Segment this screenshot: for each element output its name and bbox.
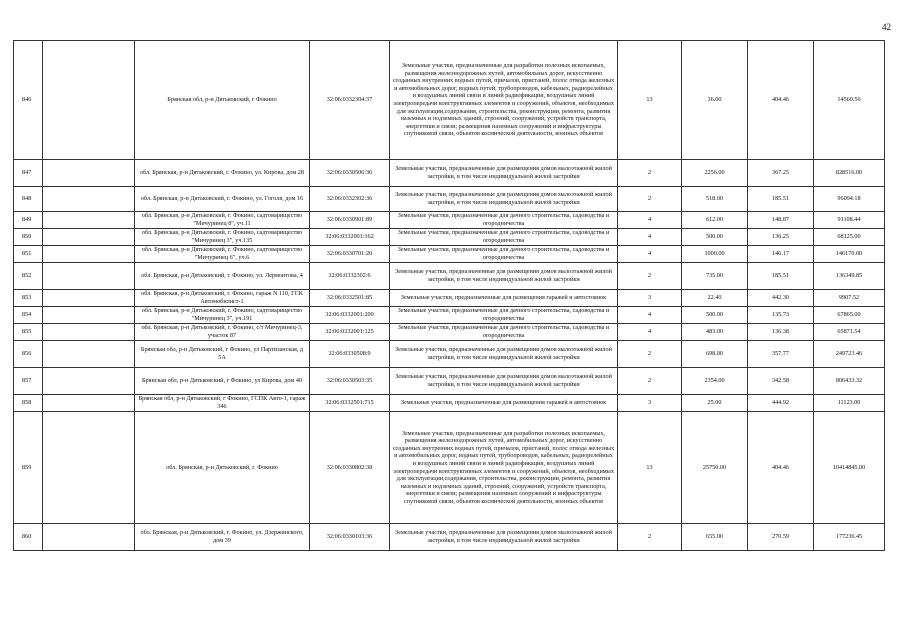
- table-row: [14, 229, 885, 246]
- group-cell: 2: [618, 524, 682, 551]
- address-cell: обл. Брянская, р-н Дятьковский, г. Фокино, ул. Лермонтова, 4: [135, 263, 310, 290]
- blank-cell: [43, 324, 135, 341]
- land-use-cell: Земельные участки, предназначенные для размещения домов малоэтажной жилой застройки, в том числе индивидуальной жилой застройки: [390, 368, 618, 395]
- group-cell: 2: [618, 187, 682, 212]
- area-cell: 500.00: [682, 307, 748, 324]
- area-cell: 500.00: [682, 229, 748, 246]
- cadastral-cost-cell: 96094.18: [814, 187, 885, 212]
- address-cell: обл. Брянская, р-н Дятьковский, г. Фокино, садтоварищество "Мичуринец 3", уч.135: [135, 229, 310, 246]
- table-row: [14, 324, 885, 341]
- table-row: [14, 263, 885, 290]
- specific-value-cell: 185.51: [748, 263, 814, 290]
- address-cell: обл. Брянская, р-н Дятьковский, г. Фокино, садтоварищество "Мичуринец 3", уч.191: [135, 307, 310, 324]
- table-row: [14, 307, 885, 324]
- table-row: [14, 368, 885, 395]
- cadastral-cost-cell: 249723.46: [814, 341, 885, 368]
- cadastral-number-cell: 32:06:0330506:36: [310, 160, 390, 187]
- page-number: 42: [882, 22, 891, 32]
- group-cell: 2: [618, 341, 682, 368]
- cadastral-cost-cell: 14560.56: [814, 41, 885, 160]
- specific-value-cell: 136.38: [748, 324, 814, 341]
- specific-value-cell: 404.46: [748, 41, 814, 160]
- land-use-cell: Земельные участки, предназначенные для размещения домов малоэтажной жилой застройки, в том числе индивидуальной жилой застройки: [390, 187, 618, 212]
- table-row: [14, 160, 885, 187]
- row-number: 856: [14, 341, 43, 368]
- specific-value-cell: 357.77: [748, 341, 814, 368]
- row-number: 847: [14, 160, 43, 187]
- area-cell: 518.00: [682, 187, 748, 212]
- land-use-cell: Земельные участки, предназначенные для размещения гаражей и автостоянок: [390, 395, 618, 412]
- row-number: 852: [14, 263, 43, 290]
- row-number: 854: [14, 307, 43, 324]
- group-cell: 4: [618, 212, 682, 229]
- row-number: 857: [14, 368, 43, 395]
- table-body: [14, 41, 885, 551]
- row-number: 850: [14, 229, 43, 246]
- blank-cell: [43, 187, 135, 212]
- land-use-cell: Земельные участки, предназначенные для размещения домов малоэтажной жилой застройки, в том числе индивидуальной жилой застройки: [390, 341, 618, 368]
- cadastral-table: [13, 40, 885, 551]
- specific-value-cell: 148.87: [748, 212, 814, 229]
- table-row: [14, 187, 885, 212]
- row-number: 855: [14, 324, 43, 341]
- specific-value-cell: 342.58: [748, 368, 814, 395]
- group-cell: 4: [618, 229, 682, 246]
- area-cell: 36.00: [682, 41, 748, 160]
- group-cell: 2: [618, 368, 682, 395]
- table-row: [14, 395, 885, 412]
- group-cell: 3: [618, 395, 682, 412]
- row-number: 849: [14, 212, 43, 229]
- blank-cell: [43, 246, 135, 263]
- specific-value-cell: 146.17: [748, 246, 814, 263]
- address-cell: Брянская обл, р-н Дятьковский, г Фокино: [135, 41, 310, 160]
- table-row: [14, 212, 885, 229]
- area-cell: 25750.00: [682, 412, 748, 524]
- blank-cell: [43, 212, 135, 229]
- cadastral-number-cell: 32:06:0332001:200: [310, 307, 390, 324]
- area-cell: 483.00: [682, 324, 748, 341]
- cadastral-cost-cell: 177236.45: [814, 524, 885, 551]
- cadastral-number-cell: 32:06:0332001:162: [310, 229, 390, 246]
- area-cell: 1000.00: [682, 246, 748, 263]
- cadastral-cost-cell: 10414845.00: [814, 412, 885, 524]
- address-cell: обл. Брянская, р-н Дятьковский, г. Фокино, садтоварищество "Мичуринец 8", уч.11: [135, 212, 310, 229]
- blank-cell: [43, 290, 135, 307]
- blank-cell: [43, 368, 135, 395]
- address-cell: обл. Брянская, р-н Дятьковский, г. Фокино, с/т Мичуринец-3, участок 87: [135, 324, 310, 341]
- row-number: 846: [14, 41, 43, 160]
- area-cell: 2354.00: [682, 368, 748, 395]
- specific-value-cell: 367.25: [748, 160, 814, 187]
- group-cell: 4: [618, 246, 682, 263]
- land-use-cell: Земельные участки, предназначенные для дачного строительства, садоводства и огородничества: [390, 324, 618, 341]
- area-cell: 612.00: [682, 212, 748, 229]
- row-number: 848: [14, 187, 43, 212]
- table-row: [14, 341, 885, 368]
- cadastral-number-cell: 32:06:0330103:36: [310, 524, 390, 551]
- row-number: 853: [14, 290, 43, 307]
- cadastral-cost-cell: 136349.85: [814, 263, 885, 290]
- table-row: [14, 246, 885, 263]
- cadastral-number-cell: 32:06:0330802:38: [310, 412, 390, 524]
- land-use-cell: Земельные участки, предназначенные для размещения гаражей и автостоянок: [390, 290, 618, 307]
- group-cell: 4: [618, 307, 682, 324]
- cadastral-cost-cell: 65871.54: [814, 324, 885, 341]
- row-number: 859: [14, 412, 43, 524]
- row-number: 858: [14, 395, 43, 412]
- cadastral-number-cell: 32:06:0332501:85: [310, 290, 390, 307]
- land-use-cell: Земельные участки, предназначенные для размещения домов малоэтажной жилой застройки, в том числе индивидуальной жилой застройки: [390, 263, 618, 290]
- area-cell: 698.00: [682, 341, 748, 368]
- address-cell: обл. Брянская, р-н Дятьковский, г. Фокино: [135, 412, 310, 524]
- blank-cell: [43, 307, 135, 324]
- land-use-cell: Земельные участки, предназначенные для размещения домов малоэтажной жилой застройки, в том числе индивидуальной жилой застройки: [390, 160, 618, 187]
- cadastral-number-cell: 32:06:0332001:125: [310, 324, 390, 341]
- address-cell: Брянская обл, р-н Дятьковский, г Фокино, ул Кирова, дом 40: [135, 368, 310, 395]
- group-cell: 2: [618, 160, 682, 187]
- blank-cell: [43, 412, 135, 524]
- area-cell: 655.00: [682, 524, 748, 551]
- address-cell: Брянская обл, р-н Дятьковский, г Фокино, ул Партизанская, д 5А: [135, 341, 310, 368]
- cadastral-number-cell: 32:06:0332501:715: [310, 395, 390, 412]
- table-row: [14, 41, 885, 160]
- cadastral-cost-cell: 146170.00: [814, 246, 885, 263]
- land-use-cell: Земельные участки, предназначенные для дачного строительства, садоводства и огородничества: [390, 212, 618, 229]
- cadastral-number-cell: 32:06:0330508:9: [310, 341, 390, 368]
- land-use-cell: Земельные участки, предназначенные для размещения домов малоэтажной жилой застройки, в том числе индивидуальной жилой застройки: [390, 524, 618, 551]
- address-cell: обл. Брянская, р-н Дятьковский, г. Фокино, ул. Гоголя, дом 16: [135, 187, 310, 212]
- blank-cell: [43, 229, 135, 246]
- blank-cell: [43, 341, 135, 368]
- group-cell: 2: [618, 263, 682, 290]
- land-use-cell: Земельные участки, предназначенные для разработки полезных ископаемых, размещения железнодорожных путей, автомобильных дорог, искусственно созданных внутренних водных путей, причалов, пристаней, полос отвода железных и автомобильных дорог, водных путей, трубопроводов, кабельных, радиорелейных и воздушных линий связи и линий радиофикации, воздушных линий электропередачи конструктивных элементов и сооружений, объектов, необходимых для эксплуатации,содержания, строительства, реконструкции, ремонта, развития наземных и подземных зданий, строений, сооружений, устройств транспорта, энергетики и связи; размещения наземных сооружений и инфраструктуры спутниковой связи, объектов космической деятельности, военных объектов: [390, 412, 618, 524]
- table-row: [14, 412, 885, 524]
- blank-cell: [43, 524, 135, 551]
- group-cell: 13: [618, 41, 682, 160]
- cadastral-cost-cell: 11123.00: [814, 395, 885, 412]
- group-cell: 13: [618, 412, 682, 524]
- cadastral-number-cell: 32:06:0330901:89: [310, 212, 390, 229]
- cadastral-cost-cell: 91108.44: [814, 212, 885, 229]
- address-cell: обл. Брянская, р-н Дятьковский, г. Фокино, ул. Кирова, дом 28: [135, 160, 310, 187]
- group-cell: 4: [618, 324, 682, 341]
- cadastral-cost-cell: 806433.32: [814, 368, 885, 395]
- row-number: 860: [14, 524, 43, 551]
- table-row: [14, 290, 885, 307]
- cadastral-number-cell: 32:06:0332304:37: [310, 41, 390, 160]
- specific-value-cell: 442.30: [748, 290, 814, 307]
- row-number: 851: [14, 246, 43, 263]
- blank-cell: [43, 160, 135, 187]
- area-cell: 22.40: [682, 290, 748, 307]
- land-use-cell: Земельные участки, предназначенные для дачного строительства, садоводства и огородничества: [390, 307, 618, 324]
- blank-cell: [43, 41, 135, 160]
- cadastral-cost-cell: 828516.00: [814, 160, 885, 187]
- cadastral-cost-cell: 67865.00: [814, 307, 885, 324]
- area-cell: 735.00: [682, 263, 748, 290]
- specific-value-cell: 136.25: [748, 229, 814, 246]
- specific-value-cell: 135.73: [748, 307, 814, 324]
- address-cell: обл. Брянская, р-н Дятьковский, г. Фокино, садтоварищество "Мичуринец 6", уч.6: [135, 246, 310, 263]
- area-cell: 2256.00: [682, 160, 748, 187]
- land-use-cell: Земельные участки, предназначенные для дачного строительства, садоводства и огородничества: [390, 229, 618, 246]
- address-cell: Брянская обл, р-н Дятьковский, г Фокино, ГСПК Авто-1, гараж 346: [135, 395, 310, 412]
- land-use-cell: Земельные участки, предназначенные для разработки полезных ископаемых, размещения железнодорожных путей, автомобильных дорог, искусственно созданных внутренних водных путей, причалов, пристаней, полос отвода железных и автомобильных дорог, водных путей, трубопроводов, кабельных, радиорелейных и воздушных линий связи и линий радиофикации, воздушных линий электропередачи конструктивных элементов и сооружений, объектов, необходимых для эксплуатации,содержания, строительства, реконструкции, ремонта, развития наземных и подземных зданий, строений, сооружений, устройств транспорта, энергетики и связи; размещения наземных сооружений и инфраструктуры спутниковой связи, объектов космической деятельности, военных объектов: [390, 41, 618, 160]
- cadastral-cost-cell: 9907.52: [814, 290, 885, 307]
- table-row: [14, 524, 885, 551]
- address-cell: обл. Брянская, р-н Дятьковский, г. Фокино, гараж N 110, ГСК Автомобилист-1: [135, 290, 310, 307]
- area-cell: 25.00: [682, 395, 748, 412]
- blank-cell: [43, 263, 135, 290]
- cadastral-cost-cell: 68125.00: [814, 229, 885, 246]
- group-cell: 3: [618, 290, 682, 307]
- specific-value-cell: 185.51: [748, 187, 814, 212]
- blank-cell: [43, 395, 135, 412]
- cadastral-number-cell: 32:06:0332302:36: [310, 187, 390, 212]
- cadastral-number-cell: 32:06:0330503:35: [310, 368, 390, 395]
- specific-value-cell: 444.92: [748, 395, 814, 412]
- specific-value-cell: 404.46: [748, 412, 814, 524]
- land-use-cell: Земельные участки, предназначенные для дачного строительства, садоводства и огородничества: [390, 246, 618, 263]
- cadastral-number-cell: 32:06:0332302:6: [310, 263, 390, 290]
- specific-value-cell: 270.59: [748, 524, 814, 551]
- address-cell: обл. Брянская, р-н Дятьковский, г. Фокино, ул. Дзержинского, дом 39: [135, 524, 310, 551]
- cadastral-number-cell: 32:06:0330701:20: [310, 246, 390, 263]
